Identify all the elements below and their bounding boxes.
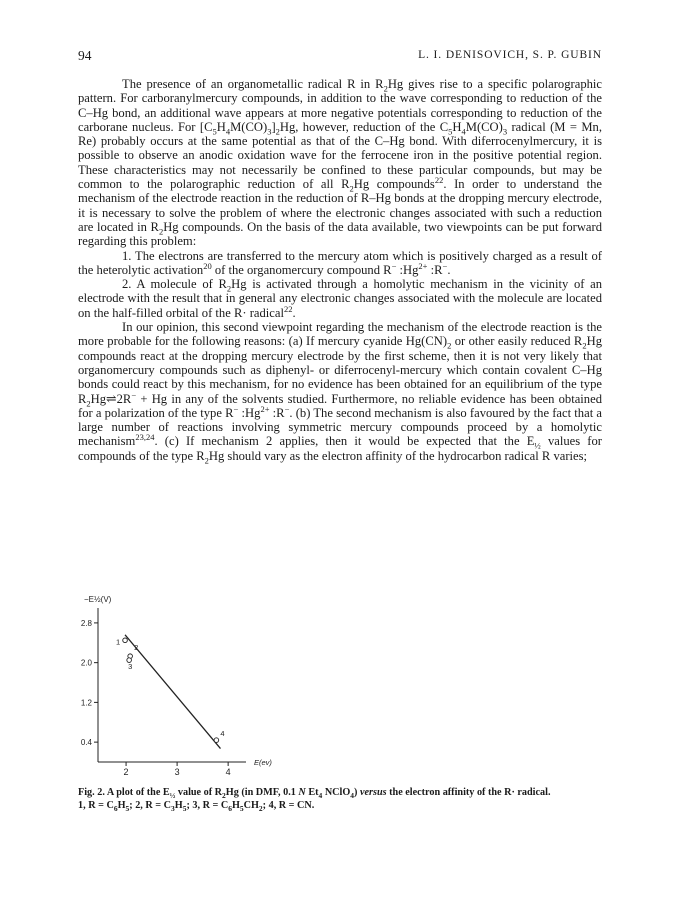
citation-ref: 23,24 — [135, 432, 155, 443]
figure-caption: Fig. 2. A plot of the $E_{\frac{1}{2}}$ value of $R_2Hg$ (in DMF, 0.1 N $Et_4$ NClO$_4$) versus the electron affinity of the R· radical. 1, $R = C_6H_5$; 2, $R = C_3H_5$; 3, $R = C_6H_5CH_2$; 4, R = CN. — [78, 787, 551, 813]
data-point-label: 1 — [116, 637, 121, 647]
citation-ref: 22 — [434, 174, 444, 185]
y-tick-label: 2.0 — [80, 658, 92, 668]
y-tick-label: 2.8 — [80, 618, 92, 628]
paragraph-2: 1. The electrons are transferred to the mercury atom which is positively charged as a result of the heterolytic activation$^{20}$ of the organomercury compound R− $:Hg^{2+}$ :R−. — [78, 248, 602, 277]
running-head: L. I. DENISOVICH, S. P. GUBIN — [418, 49, 602, 61]
y-tick-label: 1.2 — [80, 698, 92, 708]
x-tick-label: 3 — [174, 767, 180, 777]
x-tick-label: 4 — [225, 767, 231, 777]
paragraph-1: The presence of an organometallic radical R in $R_2Hg$ gives rise to a specific polarographic pattern. For carboranylmercury compounds, in addition to the wave corresponding to reduction of the C–Hg bond, an additional wave appears at more negative potentials corresponding to reduction of the carborane nucleus. For $[C_5H_4M(CO)_3]_2Hg$, however, reduction of the $C_5H_4M(CO)_3$ radical (M = Mn, Re) probably occurs at the same potential as that of the C–Hg bond. With diferrocenylmercury, it is possible to observe an anodic oxidation wave for the ferrocene iron in the positive potential region. These characteristics may not necessarily be confined to these particular compounds, but may be common to the polarographic reduction of all $R_2Hg$ compounds$^{22}$. In order to understand the mechanism of the electrode reaction in the reduction of R–Hg bonds at the dropping mercury electrode, it is necessary to solve the problem of where the electronic changes associated with such a reduction are located in $R_2Hg$ compounds. On the basis of the data available, two viewpoints can be put forward regarding this problem: — [78, 77, 603, 249]
citation-ref: 22 — [283, 303, 293, 314]
article-body — [78, 77, 603, 466]
page-header — [78, 48, 602, 68]
citation-ref: 20 — [203, 260, 212, 271]
data-point-label: 3 — [128, 662, 133, 672]
fit-line — [125, 635, 220, 749]
data-point-label: 2 — [134, 643, 139, 653]
y-tick-label: 0.4 — [80, 738, 92, 748]
paragraph-3: 2. A molecule of $R_2Hg$ is activated through a homolytic mechanism in the vicinity of an electrode with the result that in general any electronic changes associated with the molecule are located on the half-filled orbital of the R· radical$^{22}$. — [78, 277, 602, 320]
data-point-label: 4 — [220, 729, 225, 739]
e-half-vs-electron-affinity-chart — [78, 588, 602, 784]
data-point — [123, 638, 128, 643]
page-number: 94 — [78, 48, 92, 63]
figure-2 — [78, 588, 602, 784]
data-point — [214, 738, 219, 743]
paragraph-4: In our opinion, this second viewpoint regarding the mechanism of the electrode reaction is the more probable for the following reasons: (a) If mercury cyanide $Hg(CN)_2$ or other easily reduced $R_2Hg$ compounds react at the dropping mercury electrode by the first scheme, then it is not very likely that organomercury compounds such as diphenyl- or diferrocenyl-mercury which contain covalent C–Hg bonds could react by this mechanism, for no evidence has been obtained for an equilibrium of the type $R_2Hg\rightleftharpoons 2R^- + Hg$ in any of the solvents studied. Furthermore, no reliable evidence has been obtained for a polarization of the type R− $:Hg^{2+}$ :R−. (b) The second mechanism is also favoured by the fact that a large number of reactions involving symmetric mercury compounds proceed by a homolytic mechanism$^{23,24}$. (c) If mechanism 2 applies, then it would be expected that the $E_{\frac{1}{2}}$ values for compounds of the type $R_2Hg$ should vary as the electron affinity of the hydrocarbon radical R varies; — [78, 320, 602, 466]
y-axis-label: −E½(V) — [84, 595, 112, 604]
x-tick-label: 2 — [123, 767, 129, 777]
x-axis-label: E(ev) — [254, 758, 272, 767]
